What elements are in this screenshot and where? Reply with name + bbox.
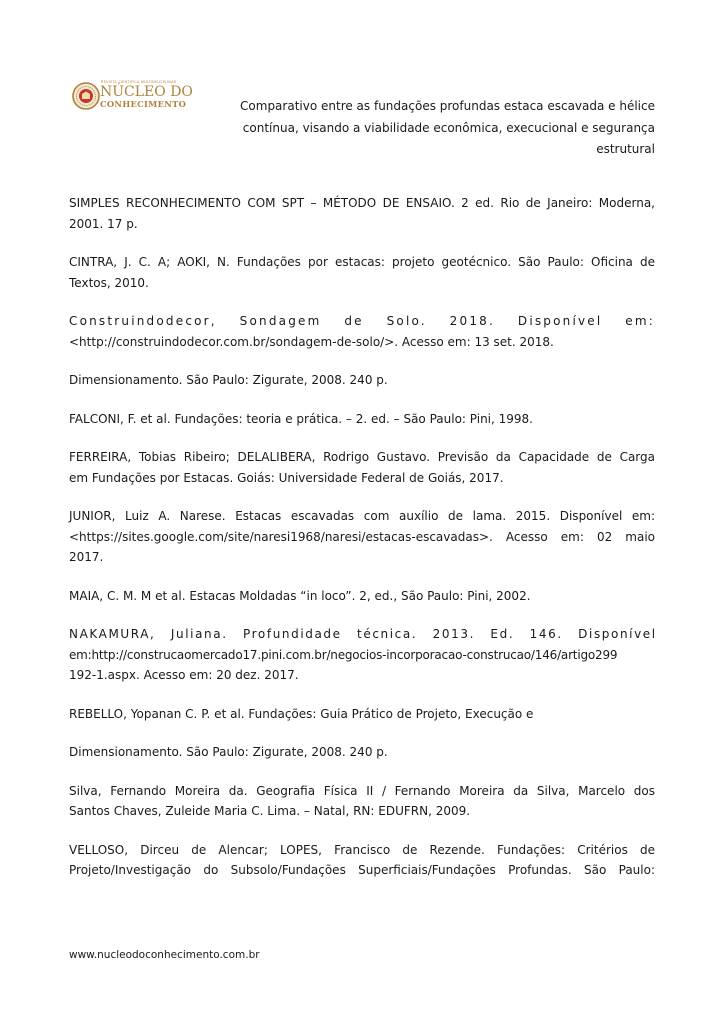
article-title-line: contínua, visando a viabilidade econômica, execucional e segurança (242, 120, 655, 135)
reference-entry (69, 704, 655, 725)
reference-line: Silva, Fernando Moreira da. Geografia Física II / Fernando Moreira da Silva, Marcelo dos (69, 783, 655, 798)
reference-entry (69, 252, 655, 293)
logo-text-nucleo: NÚCLEO DO (100, 84, 193, 100)
article-title (195, 96, 655, 161)
article-title-line: Comparativo entre as fundações profundas estaca escavada e hélice (240, 99, 655, 113)
reference-entry (69, 409, 655, 430)
reference-line: SIMPLES RECONHECIMENTO COM SPT – MÉTODO DE ENSAIO. 2 ed. Rio de Janeiro: Moderna, (69, 196, 655, 210)
logo-text-conhecimento: CONHECIMENTO (100, 99, 187, 109)
reference-entry (69, 370, 655, 391)
reference-entry (69, 742, 655, 763)
reference-line: NAKAMURA, Juliana. Profundidade técnica. 2013. Ed. 146. Disponível (69, 627, 657, 641)
reference-line: VELLOSO, Dirceu de Alencar; LOPES, Francisco de Rezende. Fundações: Critérios de (69, 842, 655, 857)
reference-line: Projeto/Investigação do Subsolo/Fundações Superficiais/Fundações Profundas. São Paulo: (69, 863, 655, 877)
logo-tagline: REVISTA CIENTÍFICA MULTIDISCIPLINAR (101, 80, 177, 84)
reference-line: FERREIRA, Tobias Ribeiro; DELALIBERA, Rodrigo Gustavo. Previsão da Capacidade de Carga (69, 450, 655, 464)
reference-line: <http://construindodecor.com.br/sondagem-de-solo/>. Acesso em: 13 set. 2018. (69, 334, 554, 349)
reference-entry (69, 840, 655, 881)
reference-line: Santos Chaves, Zuleide Maria C. Lima. – Natal, RN: EDUFRN, 2009. (69, 804, 471, 818)
reference-line: FALCONI, F. et al. Fundações: teoria e prática. – 2. ed. – São Paulo: Pini, 1998. (69, 411, 533, 426)
reference-list (69, 193, 655, 899)
reference-line: JUNIOR, Luiz A. Narese. Estacas escavadas com auxílio de lama. 2015. Disponível em: (69, 509, 655, 523)
page-header (0, 0, 724, 170)
reference-entry (69, 447, 655, 488)
reference-entry (69, 506, 655, 568)
article-title-line: estrutural (596, 142, 655, 156)
reference-line: 192-1.aspx. Acesso em: 20 dez. 2017. (69, 668, 299, 682)
reference-entry (69, 624, 655, 686)
reference-line: Dimensionamento. São Paulo: Zigurate, 2008. 240 p. (69, 745, 388, 759)
reference-line: Construindodecor, Sondagem de Solo. 2018. Disponível em: (69, 314, 655, 328)
reference-line: Textos, 2010. (69, 275, 149, 290)
seal-icon (72, 82, 100, 110)
reference-line: 2001. 17 p. (69, 216, 138, 231)
reference-line: CINTRA, J. C. A; AOKI, N. Fundações por estacas: projeto geotécnico. São Paulo: Oficina de (69, 255, 655, 269)
reference-line: 2017. (69, 550, 104, 564)
reference-entry (69, 193, 655, 234)
reference-entry (69, 311, 655, 352)
reference-line: em:http://construcaomercado17.pini.com.br/negocios-incorporacao-construcao/146/artigo299 (69, 647, 618, 662)
footer-url[interactable]: www.nucleodoconhecimento.com.br (69, 949, 260, 961)
reference-line: <https://sites.google.com/site/naresi1968/naresi/estacas-escavadas>. Acesso em: 02 maio (69, 529, 655, 544)
reference-entry (69, 586, 655, 607)
reference-entry (69, 781, 655, 822)
reference-line: REBELLO, Yopanan C. P. et al. Fundações: Guia Prático de Projeto, Execução e (69, 706, 534, 721)
reference-line: em Fundações por Estacas. Goiás: Universidade Federal de Goiás, 2017. (69, 470, 504, 485)
site-logo[interactable] (72, 80, 202, 114)
reference-line: MAIA, C. M. M et al. Estacas Moldadas “in loco”. 2, ed., São Paulo: Pini, 2002. (69, 588, 531, 603)
reference-line: Dimensionamento. São Paulo: Zigurate, 2008. 240 p. (69, 373, 388, 387)
